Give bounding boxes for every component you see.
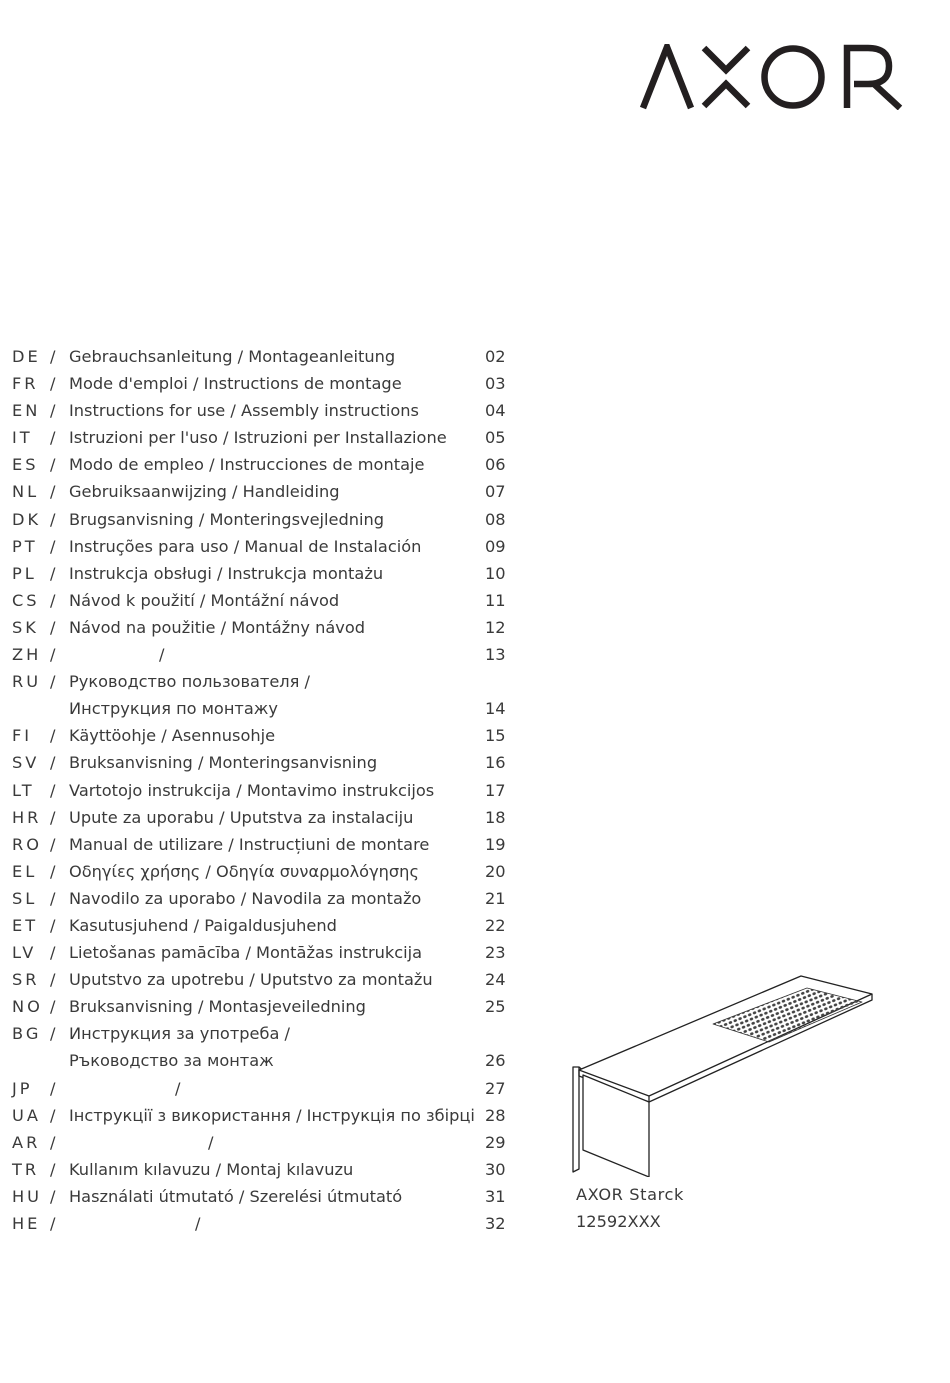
language-code: LV — [12, 943, 37, 963]
section-title: Modo de empleo / Instrucciones de montaje — [69, 455, 425, 475]
separator-slash: / — [50, 834, 56, 854]
language-code: DK — [12, 509, 42, 529]
toc-row — [12, 1156, 532, 1183]
separator-slash: / — [50, 753, 56, 773]
page-number: 22 — [485, 915, 506, 935]
language-code: NL — [12, 482, 40, 502]
separator-slash: / — [50, 401, 56, 421]
toc-row — [12, 614, 532, 641]
section-title: Kasutusjuhend / Paigaldusjuhend — [69, 915, 337, 935]
page-number: 20 — [485, 861, 506, 881]
language-code: EN — [12, 401, 41, 421]
toc-row — [12, 749, 532, 776]
language-code: PT — [12, 536, 38, 556]
separator-slash: / — [50, 347, 56, 366]
page-number: 05 — [485, 428, 506, 448]
toc-row — [12, 478, 532, 505]
section-title: Инструкция за употреба / — [69, 1024, 290, 1044]
separator-slash: / — [50, 1078, 56, 1098]
language-code: SK — [12, 617, 39, 637]
language-code: HU — [12, 1186, 43, 1206]
page-number: 03 — [485, 374, 506, 394]
toc-row — [12, 451, 532, 478]
language-code: CS — [12, 590, 40, 610]
language-code: SL — [12, 888, 38, 908]
shower-head-drawing-icon — [567, 972, 877, 1177]
separator-slash: / — [50, 915, 56, 935]
page-number: 09 — [485, 536, 506, 556]
section-title: / — [195, 1214, 201, 1233]
separator-slash: / — [50, 509, 56, 529]
language-code: PL — [12, 563, 37, 583]
section-title: Bruksanvisning / Monteringsanvisning — [69, 753, 378, 773]
separator-slash: / — [50, 726, 56, 746]
toc-row — [12, 506, 532, 533]
separator-slash: / — [50, 374, 56, 394]
separator-slash: / — [50, 563, 56, 583]
section-title: Руководство пользователя / — [69, 672, 310, 692]
product-number: 12592XXX — [576, 1212, 661, 1232]
section-title: Instruções para uso / Manual de Instalación — [69, 536, 422, 556]
page-number: 25 — [485, 997, 506, 1017]
separator-slash: / — [50, 617, 56, 637]
separator-slash: / — [50, 455, 56, 475]
page-number: 12 — [485, 617, 506, 637]
separator-slash: / — [50, 428, 56, 448]
section-title: Instructions for use / Assembly instructions — [69, 401, 419, 421]
page-number: 28 — [485, 1105, 506, 1125]
page-number: 13 — [485, 645, 506, 665]
separator-slash: / — [50, 672, 56, 692]
section-title: Vartotojo instrukcija / Montavimo instrukcijos — [69, 780, 435, 800]
toc-row — [12, 424, 532, 451]
section-title: / — [208, 1132, 214, 1152]
language-code: EL — [12, 861, 38, 881]
separator-slash: / — [50, 861, 56, 881]
language-code: ES — [12, 455, 39, 475]
product-illustration — [567, 972, 877, 1177]
toc-row — [12, 397, 532, 424]
language-code: RO — [12, 834, 42, 854]
section-title: / — [159, 645, 165, 665]
page-number: 02 — [485, 347, 506, 366]
toc-row — [12, 966, 532, 993]
page-number: 08 — [485, 509, 506, 529]
section-title: Ръководство за монтаж — [69, 1051, 274, 1071]
axor-logo-icon — [640, 44, 906, 110]
section-title: Návod k použití / Montážní návod — [69, 590, 340, 610]
toc-row — [12, 993, 532, 1020]
toc-row — [12, 343, 532, 370]
toc-row — [12, 885, 532, 912]
section-title: Инструкция по монтажу — [69, 699, 278, 719]
separator-slash: / — [50, 1024, 56, 1044]
toc-row — [12, 560, 532, 587]
toc-row — [12, 533, 532, 560]
page-number: 11 — [485, 590, 506, 610]
section-title: Brugsanvisning / Monteringsvejledning — [69, 509, 385, 529]
toc-row — [12, 1102, 532, 1129]
page-number: 27 — [485, 1078, 506, 1098]
page-number: 31 — [485, 1186, 506, 1206]
section-title: Használati útmutató / Szerelési útmutató — [69, 1186, 403, 1206]
language-code: ZH — [12, 645, 42, 665]
page-number: 07 — [485, 482, 506, 502]
separator-slash: / — [50, 482, 56, 502]
separator-slash: / — [50, 807, 56, 827]
separator-slash: / — [50, 780, 56, 800]
separator-slash: / — [50, 970, 56, 990]
section-title: / — [175, 1078, 181, 1098]
toc-row — [12, 777, 532, 804]
section-title: Інструкції з використання / Інструкція по збірці — [69, 1105, 475, 1125]
language-code: FR — [12, 374, 39, 394]
language-code: BG — [12, 1024, 42, 1044]
language-code: ET — [12, 915, 39, 935]
section-title: Mode d'emploi / Instructions de montage — [69, 374, 402, 394]
section-title: Manual de utilizare / Instrucțiuni de montare — [69, 834, 430, 854]
section-title: Navodilo za uporabo / Navodila za montažo — [69, 888, 422, 908]
page-number: 32 — [485, 1214, 506, 1233]
page-number: 23 — [485, 943, 506, 963]
toc-row — [12, 804, 532, 831]
language-code: IT — [12, 428, 33, 448]
separator-slash: / — [50, 590, 56, 610]
separator-slash: / — [50, 888, 56, 908]
page-number: 30 — [485, 1159, 506, 1179]
section-title: Lietošanas pamācība / Montāžas instrukcija — [69, 943, 423, 963]
page-number: 17 — [485, 780, 506, 800]
page-number: 14 — [485, 699, 506, 719]
separator-slash: / — [50, 1132, 56, 1152]
section-title: Käyttöohje / Asennusohje — [69, 726, 276, 746]
language-code: DE — [12, 347, 41, 366]
page-number: 06 — [485, 455, 506, 475]
toc-row — [12, 1129, 532, 1156]
language-table-of-contents — [12, 343, 532, 1237]
toc-row — [12, 939, 532, 966]
separator-slash: / — [50, 536, 56, 556]
section-title: Gebruiksaanwijzing / Handleiding — [69, 482, 340, 502]
section-title: Istruzioni per l'uso / Istruzioni per Installazione — [69, 428, 447, 448]
page-number: 24 — [485, 970, 506, 990]
page-number: 19 — [485, 834, 506, 854]
section-title: Bruksanvisning / Montasjeveiledning — [69, 997, 366, 1017]
toc-row — [12, 587, 532, 614]
brand-logo — [640, 44, 906, 110]
page-number: 10 — [485, 563, 506, 583]
language-code: UA — [12, 1105, 41, 1125]
separator-slash: / — [50, 943, 56, 963]
section-title: Upute za uporabu / Uputstva za instalaciju — [69, 807, 414, 827]
page-number: 26 — [485, 1051, 506, 1071]
toc-row — [12, 831, 532, 858]
product-name: AXOR Starck — [576, 1185, 684, 1204]
section-title: Návod na použitie / Montážny návod — [69, 617, 366, 637]
toc-row — [12, 1075, 532, 1102]
page-number: 29 — [485, 1132, 506, 1152]
toc-row — [12, 1020, 532, 1047]
page-number: 21 — [485, 888, 506, 908]
toc-row — [12, 1047, 532, 1074]
language-code: AR — [12, 1132, 41, 1152]
product-caption — [576, 1181, 684, 1235]
language-code: SV — [12, 753, 40, 773]
toc-row — [12, 912, 532, 939]
toc-row — [12, 1210, 532, 1237]
page-number: 04 — [485, 401, 506, 421]
toc-row — [12, 641, 532, 668]
page-number: 15 — [485, 726, 506, 746]
toc-row — [12, 695, 532, 722]
language-code: SR — [12, 970, 40, 990]
language-code: HE — [12, 1214, 41, 1233]
toc-row — [12, 1183, 532, 1210]
toc-row — [12, 370, 532, 397]
separator-slash: / — [50, 1186, 56, 1206]
language-code: FI — [12, 726, 33, 746]
page-number: 18 — [485, 807, 506, 827]
section-title: Kullanım kılavuzu / Montaj kılavuzu — [69, 1159, 354, 1179]
toc-row — [12, 668, 532, 695]
language-code: LT — [12, 780, 35, 800]
language-code: RU — [12, 672, 42, 692]
language-code: TR — [12, 1159, 40, 1179]
section-title: Οδηγίες χρήσης / Οδηγία συναρμολόγησης — [69, 861, 419, 881]
separator-slash: / — [50, 1159, 56, 1179]
language-code: JP — [12, 1078, 33, 1098]
separator-slash: / — [50, 1214, 56, 1233]
separator-slash: / — [50, 645, 56, 665]
language-code: NO — [12, 997, 43, 1017]
language-code: HR — [12, 807, 42, 827]
toc-row — [12, 722, 532, 749]
separator-slash: / — [50, 997, 56, 1017]
separator-slash: / — [50, 1105, 56, 1125]
section-title: Instrukcja obsługi / Instrukcja montażu — [69, 563, 384, 583]
toc-row — [12, 858, 532, 885]
page-number: 16 — [485, 753, 506, 773]
section-title: Uputstvo za upotrebu / Uputstvo za montažu — [69, 970, 433, 990]
section-title: Gebrauchsanleitung / Montageanleitung — [69, 347, 396, 366]
